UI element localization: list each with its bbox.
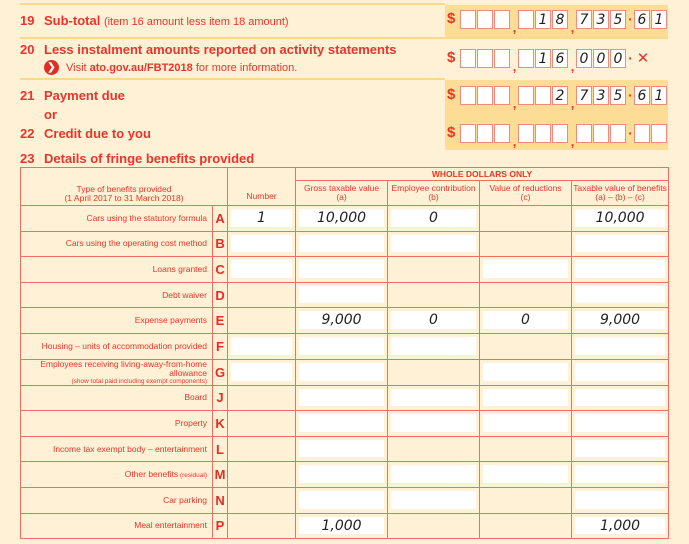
col-header-number: Number	[228, 168, 296, 206]
number-cell	[228, 257, 296, 283]
units-digit-box[interactable]: 0	[610, 49, 626, 68]
number-cell	[228, 436, 296, 462]
number-cell	[228, 411, 296, 437]
emp-cell	[388, 206, 480, 232]
millions-digit-box[interactable]	[460, 10, 476, 29]
units-digit-box[interactable]: 3	[593, 86, 609, 105]
units-digit-box[interactable]: 3	[593, 10, 609, 29]
red-input-c[interactable]	[483, 260, 568, 278]
taxable-cell	[572, 436, 669, 462]
taxable-input-j[interactable]	[575, 389, 665, 407]
item-21-label: 21 Payment due	[20, 88, 125, 103]
taxable-input-k[interactable]	[575, 414, 665, 432]
millions-digit-box[interactable]	[494, 124, 510, 143]
number-input-f[interactable]	[231, 337, 292, 355]
gross-input-e[interactable]: 9,000	[299, 311, 384, 329]
emp-cell	[388, 359, 480, 385]
units-digit-box[interactable]: 7	[576, 86, 592, 105]
whole-dollars-only-header: WHOLE DOLLARS ONLY	[296, 168, 669, 181]
number-input-a[interactable]: 1	[231, 209, 292, 227]
row-letter-j: J	[213, 385, 228, 411]
thousands-digit-box[interactable]: 1	[535, 10, 551, 29]
emp-input-e[interactable]: 0	[391, 311, 476, 329]
comma-separator: ,	[512, 96, 517, 111]
dollar-sign: $	[447, 124, 456, 141]
red-cell	[480, 359, 572, 385]
comma-separator: ,	[570, 134, 575, 149]
benefit-type-label: Loans granted	[21, 257, 213, 283]
amount-field-20[interactable]	[447, 48, 652, 74]
row-letter-k: K	[213, 411, 228, 437]
taxable-input-m[interactable]	[575, 465, 665, 483]
red-cell	[480, 487, 572, 513]
taxable-cell	[572, 359, 669, 385]
red-input-m[interactable]	[483, 465, 568, 483]
emp-cell	[388, 462, 480, 488]
gross-cell	[296, 436, 388, 462]
units-digit-box[interactable]: 5	[610, 86, 626, 105]
cents-digit-box[interactable]: 1	[651, 86, 667, 105]
separator	[20, 37, 668, 39]
emp-input-f[interactable]	[391, 337, 476, 355]
number-input-g[interactable]	[231, 363, 292, 381]
thousands-digit-box[interactable]	[552, 124, 568, 143]
emp-cell	[388, 333, 480, 359]
row-letter-e: E	[213, 308, 228, 334]
red-input-k[interactable]	[483, 414, 568, 432]
row-letter-n: N	[213, 487, 228, 513]
table-row-j	[21, 385, 669, 411]
gross-cell	[296, 231, 388, 257]
emp-cell	[388, 231, 480, 257]
table-row-c	[21, 257, 669, 283]
red-cell	[480, 206, 572, 232]
thousands-digit-box[interactable]: 2	[552, 86, 568, 105]
table-row-p	[21, 513, 669, 539]
taxable-cell	[572, 308, 669, 334]
number-cell	[228, 282, 296, 308]
red-cell	[480, 436, 572, 462]
row-letter-a: A	[213, 206, 228, 232]
table-row-b	[21, 231, 669, 257]
number-cell	[228, 462, 296, 488]
ato-link[interactable]: ato.gov.au/FBT2018	[89, 61, 193, 74]
emp-input-n[interactable]	[391, 491, 476, 509]
item-19-note: (item 16 amount less item 18 amount)	[103, 16, 289, 28]
number-cell	[228, 487, 296, 513]
gross-cell	[296, 359, 388, 385]
row-letter-d: D	[213, 282, 228, 308]
gross-cell	[296, 282, 388, 308]
taxable-cell	[572, 487, 669, 513]
number-cell	[228, 206, 296, 232]
row-letter-b: B	[213, 231, 228, 257]
taxable-cell	[572, 462, 669, 488]
benefit-type-label: Board	[21, 385, 213, 411]
red-cell	[480, 385, 572, 411]
emp-cell	[388, 411, 480, 437]
gross-input-a[interactable]: 10,000	[299, 209, 384, 227]
amount-field-21[interactable]	[447, 85, 668, 111]
taxable-cell	[572, 257, 669, 283]
comma-separator: ,	[512, 59, 517, 74]
number-cell	[228, 333, 296, 359]
benefit-type-label: Employees receiving living-away-from-home allowance (show total paid including exempt components)	[21, 359, 213, 385]
taxable-cell	[572, 385, 669, 411]
gross-input-f[interactable]	[299, 337, 384, 355]
gross-cell	[296, 206, 388, 232]
units-digit-box[interactable]	[576, 124, 592, 143]
millions-digit-box[interactable]	[494, 49, 510, 68]
decimal-point: ·	[628, 125, 633, 141]
emp-input-a[interactable]: 0	[391, 209, 476, 227]
gross-input-g[interactable]	[299, 363, 384, 381]
gross-input-m[interactable]	[299, 465, 384, 483]
benefit-type-label: Expense payments	[21, 308, 213, 334]
table-row-l	[21, 436, 669, 462]
taxable-input-b[interactable]	[575, 235, 665, 253]
benefit-type-label: Housing – units of accommodation provided	[21, 333, 213, 359]
gross-cell	[296, 308, 388, 334]
item-19-label: 19 Sub-total (item 16 amount less item 18 amount)	[20, 13, 289, 28]
comma-separator: ,	[570, 96, 575, 111]
dollar-sign: $	[447, 49, 456, 66]
thousands-digit-box[interactable]	[518, 49, 534, 68]
cents-digit-box[interactable]: 6	[634, 10, 650, 29]
number-cell	[228, 359, 296, 385]
cents-digit-box[interactable]	[651, 124, 667, 143]
millions-digit-box[interactable]	[477, 49, 493, 68]
amount-field-22[interactable]	[447, 123, 668, 149]
number-cell	[228, 308, 296, 334]
gross-cell	[296, 333, 388, 359]
emp-cell	[388, 282, 480, 308]
decimal-point: ·	[628, 11, 633, 27]
thousands-digit-box[interactable]: 8	[552, 10, 568, 29]
item-22-label: 22 Credit due to you	[20, 126, 151, 141]
decimal-point: ·	[628, 87, 633, 103]
red-cell	[480, 462, 572, 488]
taxable-cell	[572, 282, 669, 308]
gross-input-l[interactable]	[299, 440, 384, 458]
comma-separator: ,	[570, 59, 575, 74]
gross-cell	[296, 487, 388, 513]
thousands-digit-box[interactable]	[518, 86, 534, 105]
emp-cell	[388, 513, 480, 539]
red-cell	[480, 308, 572, 334]
units-digit-box[interactable]: 0	[576, 49, 592, 68]
millions-digit-box[interactable]	[477, 124, 493, 143]
benefit-type-label: Cars using the statutory formula	[21, 206, 213, 232]
millions-digit-box[interactable]	[460, 86, 476, 105]
thousands-digit-box[interactable]	[535, 124, 551, 143]
thousands-digit-box[interactable]	[535, 86, 551, 105]
benefit-type-label: Car parking	[21, 487, 213, 513]
number-cell	[228, 231, 296, 257]
col-header-gross: Gross taxable value (a)	[296, 181, 388, 206]
benefit-type-label: Debt waiver	[21, 282, 213, 308]
taxable-cell	[572, 231, 669, 257]
amount-field-19[interactable]	[447, 9, 668, 35]
cents-digit-box[interactable]	[634, 124, 650, 143]
cents-digit-box[interactable]: 1	[651, 10, 667, 29]
taxable-input-g[interactable]	[575, 363, 665, 381]
table-row-k	[21, 411, 669, 437]
comma-separator: ,	[512, 134, 517, 149]
table-row-m	[21, 462, 669, 488]
table-row-e	[21, 308, 669, 334]
red-cell	[480, 411, 572, 437]
table-row-g	[21, 359, 669, 385]
dollar-sign: $	[447, 10, 456, 27]
separator	[20, 78, 445, 80]
emp-cell	[388, 257, 480, 283]
millions-digit-box[interactable]	[460, 49, 476, 68]
emp-input-k[interactable]	[391, 414, 476, 432]
units-digit-box[interactable]: 7	[576, 10, 592, 29]
or-label: or	[44, 107, 57, 122]
gross-input-k[interactable]	[299, 414, 384, 432]
fringe-benefits-table	[20, 167, 669, 539]
row-letter-p: P	[213, 513, 228, 539]
decimal-point: ·	[628, 50, 633, 66]
taxable-cell	[572, 411, 669, 437]
red-cell	[480, 257, 572, 283]
red-cell	[480, 513, 572, 539]
thousands-digit-box[interactable]: 1	[535, 49, 551, 68]
taxable-cell	[572, 206, 669, 232]
item-20-label: 20 Less instalment amounts reported on activity statements	[20, 42, 397, 57]
taxable-input-a[interactable]: 10,000	[575, 209, 665, 227]
taxable-input-p[interactable]: 1,000	[575, 517, 665, 535]
emp-input-j[interactable]	[391, 389, 476, 407]
benefit-type-label: Income tax exempt body – entertainment	[21, 436, 213, 462]
number-input-b[interactable]	[231, 235, 292, 253]
millions-digit-box[interactable]	[477, 86, 493, 105]
table-row-a	[21, 206, 669, 232]
taxable-input-d[interactable]	[575, 286, 665, 304]
comma-separator: ,	[512, 20, 517, 35]
millions-digit-box[interactable]	[494, 10, 510, 29]
taxable-input-l[interactable]	[575, 440, 665, 458]
taxable-input-n[interactable]	[575, 491, 665, 509]
taxable-cell	[572, 513, 669, 539]
red-cell	[480, 333, 572, 359]
cents-digit-box[interactable]: 6	[634, 86, 650, 105]
col-header-type: Type of benefits provided (1 April 2017 to 31 March 2018)	[21, 168, 228, 206]
benefit-type-label: Property	[21, 411, 213, 437]
millions-digit-box[interactable]	[494, 86, 510, 105]
row-letter-m: M	[213, 462, 228, 488]
emp-cell	[388, 308, 480, 334]
thousands-digit-box[interactable]	[518, 10, 534, 29]
benefit-type-label: Cars using the operating cost method	[21, 231, 213, 257]
row-letter-c: C	[213, 257, 228, 283]
red-input-e[interactable]: 0	[483, 311, 568, 329]
table-row-n	[21, 487, 669, 513]
row-letter-f: F	[213, 333, 228, 359]
row-letter-l: L	[213, 436, 228, 462]
gross-input-j[interactable]	[299, 389, 384, 407]
gross-input-d[interactable]	[299, 286, 384, 304]
gross-cell	[296, 513, 388, 539]
gross-cell	[296, 385, 388, 411]
red-cell	[480, 282, 572, 308]
emp-cell	[388, 385, 480, 411]
emp-input-b[interactable]	[391, 235, 476, 253]
separator	[20, 3, 445, 5]
taxable-input-c[interactable]	[575, 260, 665, 278]
emp-cell	[388, 436, 480, 462]
millions-digit-box[interactable]	[477, 10, 493, 29]
gross-input-p[interactable]: 1,000	[299, 517, 384, 535]
thousands-digit-box[interactable]: 6	[552, 49, 568, 68]
units-digit-box[interactable]: 0	[593, 49, 609, 68]
dollar-sign: $	[447, 86, 456, 103]
thousands-digit-box[interactable]	[518, 124, 534, 143]
emp-input-m[interactable]	[391, 465, 476, 483]
number-cell	[228, 385, 296, 411]
millions-digit-box[interactable]	[460, 124, 476, 143]
benefit-type-label: Meal entertainment	[21, 513, 213, 539]
taxable-input-e[interactable]: 9,000	[575, 311, 665, 329]
table-title: 23 Details of fringe benefits provided	[20, 151, 255, 166]
col-header-reductions: Value of reductions (c)	[480, 181, 572, 206]
chevron-right-icon: ❯	[44, 60, 59, 75]
gross-cell	[296, 257, 388, 283]
emp-cell	[388, 487, 480, 513]
taxable-cell	[572, 333, 669, 359]
table-row-d	[21, 282, 669, 308]
benefit-type-label: Other benefits (residual)	[21, 462, 213, 488]
units-digit-box[interactable]	[610, 124, 626, 143]
gross-input-n[interactable]	[299, 491, 384, 509]
cents-not-applicable-cross-icon: ✕	[636, 50, 650, 67]
gross-input-c[interactable]	[299, 260, 384, 278]
visit-link-line: ❯ Visit ato.gov.au/FBT2018 for more information.	[44, 60, 297, 75]
units-digit-box[interactable]: 5	[610, 10, 626, 29]
red-input-g[interactable]	[483, 363, 568, 381]
gross-input-b[interactable]	[299, 235, 384, 253]
col-header-taxable-value: Taxable value of benefits (a) – (b) – (c)	[572, 181, 669, 206]
table-row-f	[21, 333, 669, 359]
comma-separator: ,	[570, 20, 575, 35]
col-header-employee-contribution: Employee contribution (b)	[388, 181, 480, 206]
taxable-input-f[interactable]	[575, 337, 665, 355]
number-input-c[interactable]	[231, 260, 292, 278]
row-letter-g: G	[213, 359, 228, 385]
red-input-j[interactable]	[483, 389, 568, 407]
gross-cell	[296, 411, 388, 437]
gross-cell	[296, 462, 388, 488]
units-digit-box[interactable]	[593, 124, 609, 143]
number-cell	[228, 513, 296, 539]
red-cell	[480, 231, 572, 257]
